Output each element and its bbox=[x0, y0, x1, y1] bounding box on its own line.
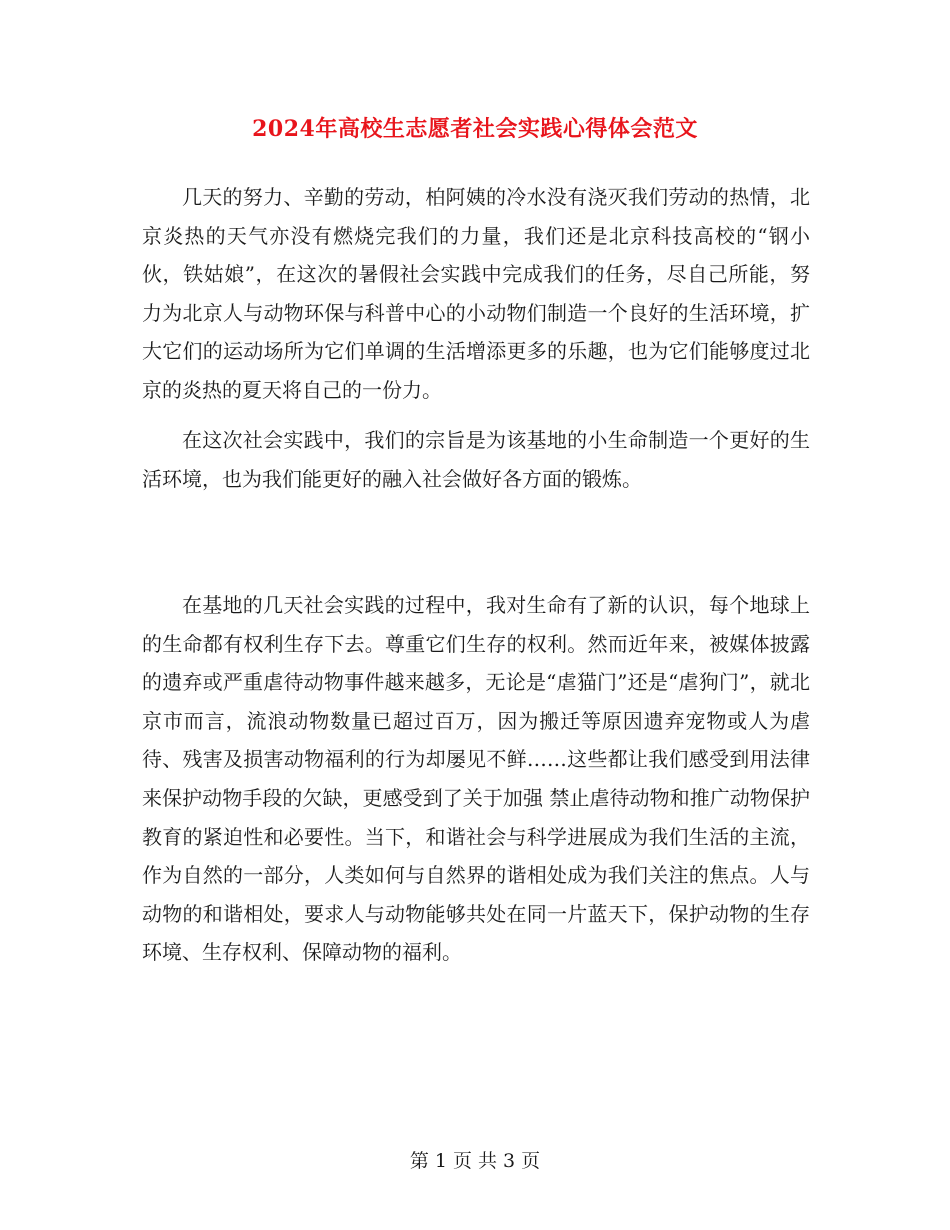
paragraph-2: 在这次社会实践中，我们的宗旨是为该基地的小生命制造一个更好的生活环境，也为我们能更好的融入社会做好各方面的锻炼。 bbox=[142, 428, 810, 491]
paragraph-1: 几天的努力、辛勤的劳动，柏阿姨的冷水没有浇灭我们劳动的热情，北京炎热的天气亦没有燃烧完我们的力量，我们还是北京科技高校的“钢小伙，铁姑娘”，在这次的暑假社会实践中完成我们的任务，尽自己所能，努力为北京人与动物环保与科普中心的小动物们制造一个良好的生活环境，扩大它们的运动场所为它们单调的生活增添更多的乐趣，也为它们能够度过北京的炎热的夏天将自己的一份力。 bbox=[142, 185, 810, 402]
page-footer: 第 1 页 共 3 页 bbox=[409, 1150, 541, 1172]
page-title: 2024年高校生志愿者社会实践心得体会范文 bbox=[252, 116, 698, 142]
paragraph-3: 在基地的几天社会实践的过程中，我对生命有了新的认识，每个地球上的生命都有权利生存下去。尊重它们生存的权利。然而近年来，被媒体披露的遗弃或严重虐待动物事件越来越多，无论是“虐猫门”还是“虐狗门”，就北京市而言，流浪动物数量已超过百万，因为搬迁等原因遗弃宠物或人为虐待、残害及损害动物福利的行为却屡见不鲜……这些都让我们感受到用法律来保护动物手段的欠缺，更感受到了关于加强 禁止虐待动物和推广动物保护教育的紧迫性和必要性。当下，和谐社会与科学进展成为我们生活的主流，作为自然的一部分，人类如何与自然界的谐相处成为我们关注的焦点。人与动物的和谐相处，要求人与动物能够共处在同一片蓝天下，保护动物的生存环境、生存权利、保障动物的福利。 bbox=[142, 593, 810, 965]
